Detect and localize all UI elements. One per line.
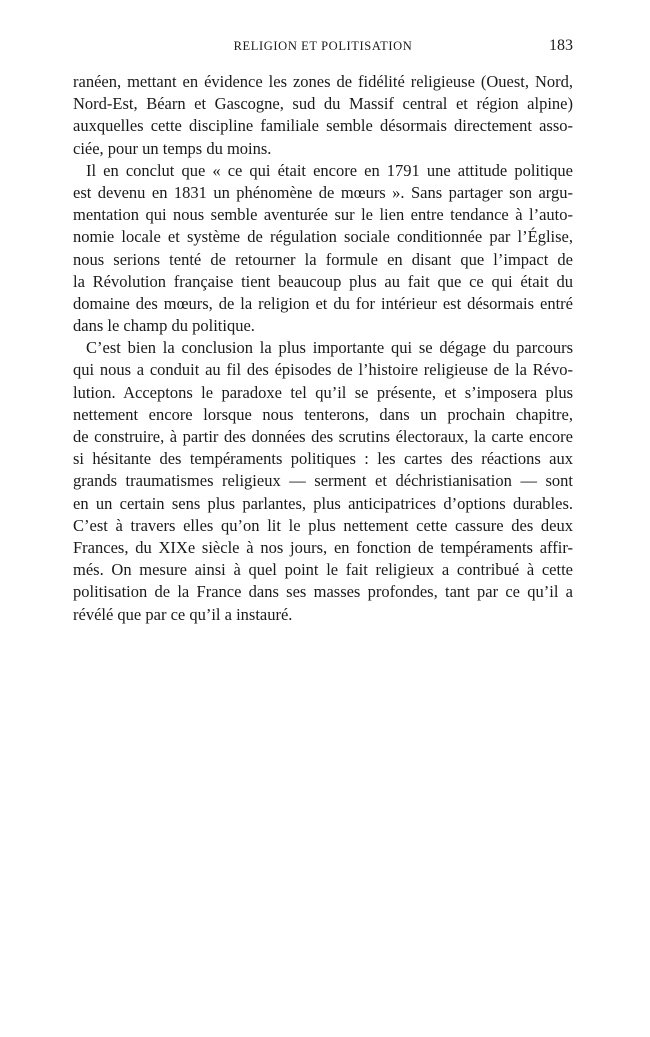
running-title: RELIGION ET POLITISATION [233, 39, 413, 53]
text-line: la Révolution française tient beaucoup plus au fait que ce qui était du [73, 271, 573, 291]
paragraph [73, 160, 573, 338]
text-line: nettement encore lorsque nous tenterons, dans un prochain chapitre, [73, 404, 573, 424]
paragraph [73, 71, 573, 160]
text-line: révélé que par ce qu’il a instauré. [73, 604, 293, 624]
text-line: grands traumatismes religieux — serment et déchristianisation — sont [73, 471, 573, 491]
page-number: 183 [549, 37, 573, 54]
text-line: dans le champ du politique. [73, 316, 255, 336]
text-line: Frances, du XIXe siècle à nos jours, en fonction de tempéraments affir- [73, 537, 573, 557]
text-line: Nord-Est, Béarn et Gascogne, sud du Massif central et région alpine) [73, 94, 573, 114]
text-line: qui nous a conduit au fil des épisodes de l’histoire religieuse de la Révo- [73, 360, 573, 380]
paragraph [73, 337, 573, 625]
text-line: en un certain sens plus parlantes, plus anticipatrices d’options durables. [73, 493, 573, 513]
running-head [73, 37, 573, 57]
text-line: nous serions tenté de retourner la formule en disant que l’impact de [73, 249, 573, 269]
text-line: nomie locale et système de régulation sociale conditionnée par l’Église, [73, 227, 573, 247]
text-line: ranéen, mettant en évidence les zones de fidélité religieuse (Ouest, Nord, [73, 72, 573, 91]
text-line: si hésitante des tempéraments politiques : les cartes des réactions aux [73, 449, 573, 469]
text-line: de construire, à partir des données des scrutins électoraux, la carte encore [73, 427, 573, 446]
text-line: C’est à travers elles qu’on lit le plus nettement cette cassure des deux [73, 515, 573, 535]
text-line: ciée, pour un temps du moins. [73, 138, 272, 158]
text-line: est devenu en 1831 un phénomène de mœurs ». Sans partager son argu- [73, 182, 573, 202]
text-line: més. On mesure ainsi à quel point le fait religieux a contribué à cette [73, 560, 573, 580]
text-line: politisation de la France dans ses masses profondes, tant par ce qu’il a [73, 582, 573, 602]
text-line: auxquelles cette discipline familiale semble désormais directement asso- [73, 116, 573, 136]
text-line: C’est bien la conclusion la plus importante qui se dégage du parcours [86, 338, 573, 358]
text-line: domaine des mœurs, de la religion et du for intérieur est désormais entré [73, 293, 573, 313]
text-line: lution. Acceptons le paradoxe tel qu’il se présente, et s’imposera plus [73, 382, 573, 402]
text-line: Il en conclut que « ce qui était encore en 1791 une attitude politique [86, 160, 573, 180]
body-text [73, 71, 573, 626]
text-line: mentation qui nous semble aventurée sur le lien entre tendance à l’auto- [73, 205, 573, 225]
